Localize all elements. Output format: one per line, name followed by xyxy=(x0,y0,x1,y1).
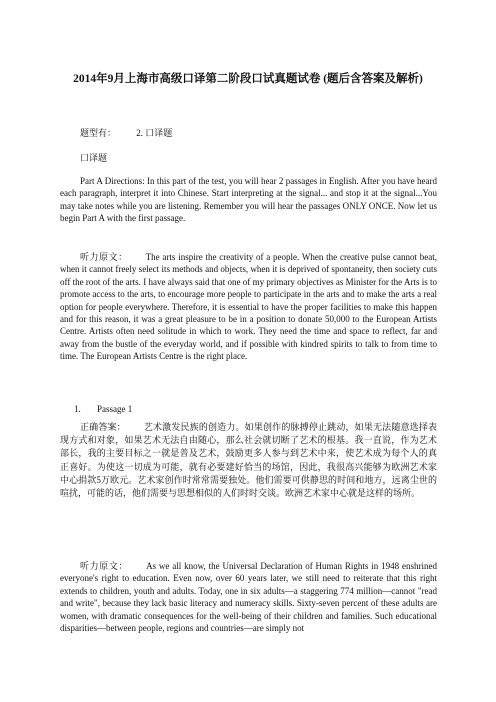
answer-text: 艺术激发民族的创造力。如果创作的脉搏停止跳动，如果无法随意选择表现方式和对象，如果艺术无法自由随心，那么社会就切断了艺术的根基。我一直说，作为艺术部长，我的主要目标之一就是普及艺术，鼓励更多人参与到艺术中来，使艺术成为每个人的真正喜好。为使这一切成为可能，就有必要建好恰当的场馆，因此，我很高兴能够为欧洲艺术家中心捐款5万欧元。艺术家创作时常常需要独处。他们需要可供静思的时间和地方，远离尘世的喧扰，可能的话，他们需要与思想相似的人们时时交谈。欧洲艺术家中心就是这样的场所。 xyxy=(60,422,437,499)
answer-passage-1 xyxy=(60,421,437,500)
answer-label: 正确答案： xyxy=(80,422,126,432)
listening-label-1: 听力原文： xyxy=(80,252,128,262)
passage-label: Passage 1 xyxy=(97,404,133,414)
document-title: 2014年9月上海市高级口译第二阶段口试真题试卷 (题后含答案及解析) xyxy=(73,73,423,85)
passage-number: 1. xyxy=(74,404,81,414)
listening-text-2: As we all know, the Universal Declaration of Human Rights in 1948 enshrined everyone's right to education. Even now, over 60 years later, we still need to reiterate that this right extends to children, youth and adults. Today, one in six adults—a staggering 774 million—cannot "read and write", because they lack basic literacy and numeracy skills. Sixty-seven percent of these adults are women, with dramatic consequences for the well-being of their children and families. Such educational disparities—between people, regions and countries—are simply not xyxy=(60,561,437,634)
listening-text-1: The arts inspire the creativity of a people. When the creative pulse cannot beat, when it cannot freely select its methods and objects, when it is deprived of spontaneity, then society cuts off the root of the arts. I have always said that one of my primary objectives as Minister for the Arts is to promote access to the arts, to encourage more people to participate in the arts and to make the arts a real option for people everywhere. Therefore, it is essential to have the proper facilities to make this happen and for this reason, it was a great pleasure to be in a position to donate 50,000 to the European Artists Centre. Artists often need solitude in which to work. They need the time and space to reflect, far and away from the bustle of the everyday world, and if possible with kindred spirits to talk to from time to time. The European Artists Centre is the right place. xyxy=(60,252,437,362)
passage-heading xyxy=(74,404,132,414)
question-type xyxy=(80,127,172,139)
listening-passage-1 xyxy=(60,251,437,363)
section-heading: 口译题 xyxy=(80,153,108,163)
part-a-directions: Part A Directions: In this part of the test, you will hear 2 passages in English. After you have heard each paragraph, interpret it into Chinese. Start interpreting at the signal... and stop it at the signal...You may take notes while you are listening. Remember you will hear the passages ONLY ONCE. Now let us begin Part A with the first passage. xyxy=(60,176,437,224)
listening-passage-2 xyxy=(60,560,437,634)
question-type-value: 2. 口译题 xyxy=(136,128,173,138)
listening-label-2: 听力原文： xyxy=(80,561,129,571)
question-type-label: 题型有： xyxy=(80,128,117,138)
